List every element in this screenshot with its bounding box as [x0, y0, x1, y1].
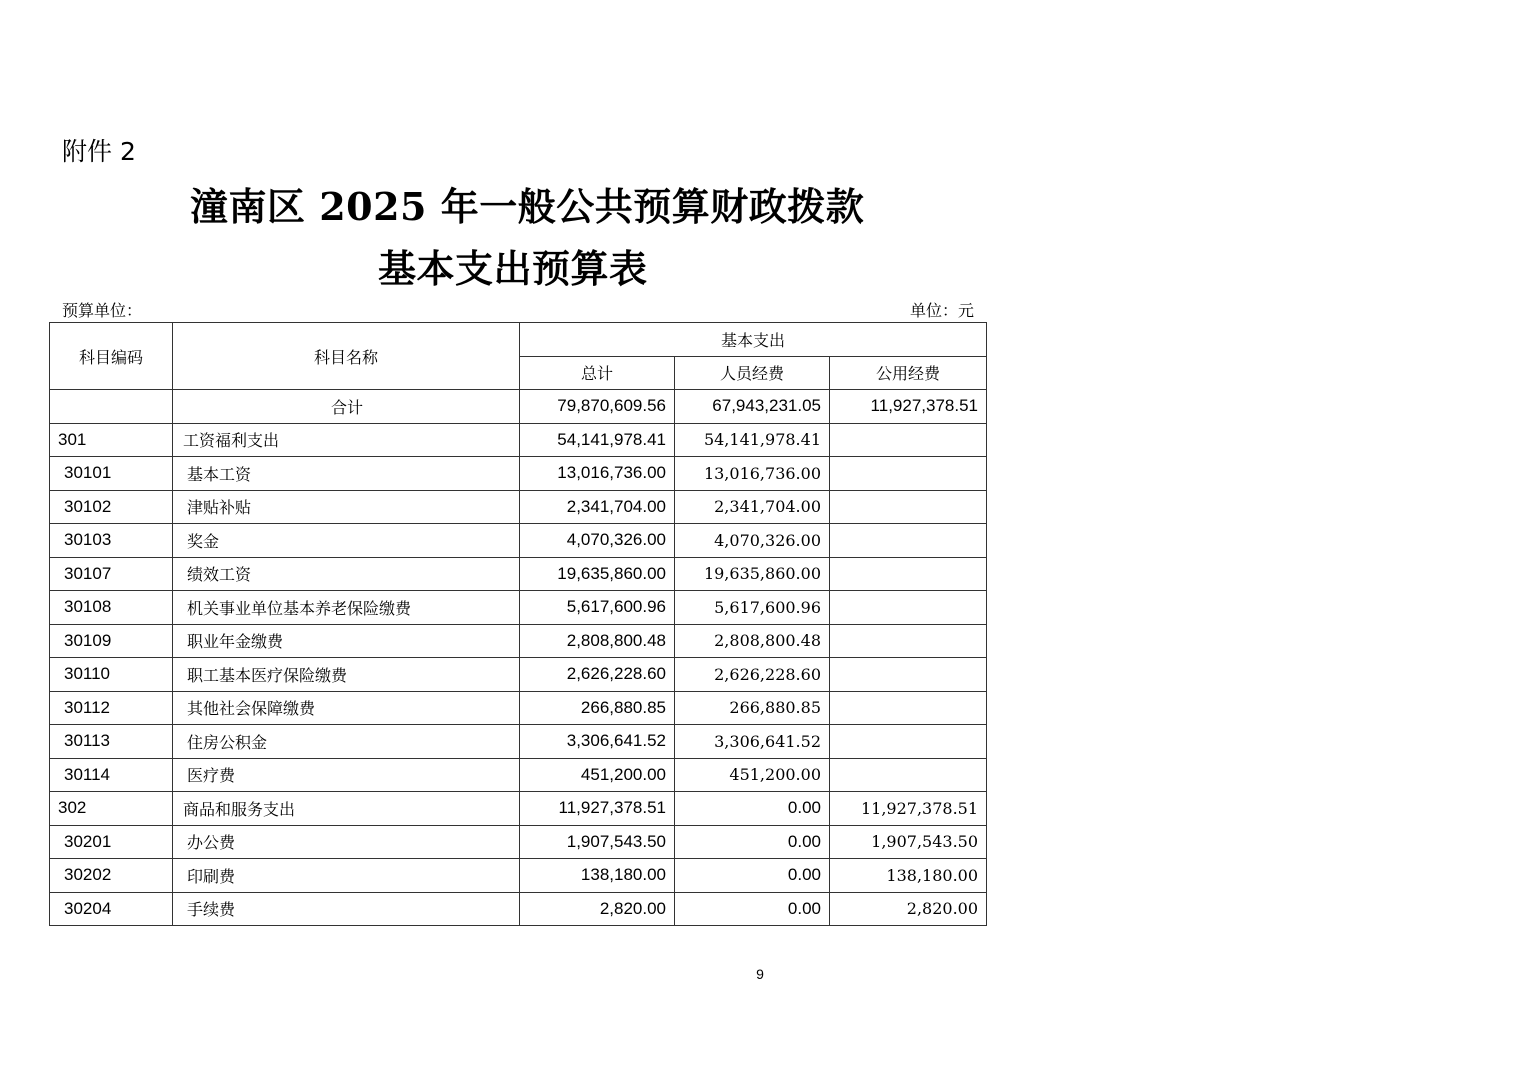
currency-unit-label: 单位：元 — [909, 301, 974, 320]
row-name: 办公费 — [173, 825, 520, 859]
row-personnel: 3,306,641.52 — [675, 725, 830, 759]
row-total: 266,880.85 — [520, 691, 675, 725]
row-total: 19,635,860.00 — [520, 557, 675, 591]
row-code: 30113 — [50, 725, 173, 759]
table-body — [50, 390, 987, 926]
row-name: 印刷费 — [173, 859, 520, 893]
row-public: 1,907,543.50 — [830, 825, 987, 859]
row-code: 30110 — [50, 658, 173, 692]
row-total: 5,617,600.96 — [520, 591, 675, 625]
row-code: 30108 — [50, 591, 173, 625]
row-total: 2,808,800.48 — [520, 624, 675, 658]
table-row — [50, 792, 987, 826]
row-public — [830, 557, 987, 591]
row-code: 30112 — [50, 691, 173, 725]
row-code: 30107 — [50, 557, 173, 591]
row-personnel: 0.00 — [675, 825, 830, 859]
table-row — [50, 490, 987, 524]
row-personnel: 19,635,860.00 — [675, 557, 830, 591]
row-personnel: 451,200.00 — [675, 758, 830, 792]
row-personnel: 54,141,978.41 — [675, 423, 830, 457]
table-row — [50, 725, 987, 759]
document-title: 潼南区 2025 年一般公共预算财政拨款 — [190, 184, 865, 229]
attachment-label: 附件 2 — [62, 137, 136, 166]
row-total: 2,626,228.60 — [520, 658, 675, 692]
row-total: 79,870,609.56 — [520, 390, 675, 424]
table-row — [50, 423, 987, 457]
header-total: 总计 — [520, 356, 675, 390]
row-total: 451,200.00 — [520, 758, 675, 792]
row-code: 30201 — [50, 825, 173, 859]
page-number: 9 — [756, 966, 764, 982]
table-row — [50, 658, 987, 692]
row-code: 30114 — [50, 758, 173, 792]
row-code — [50, 390, 173, 424]
row-name: 奖金 — [173, 524, 520, 558]
row-personnel: 0.00 — [675, 892, 830, 926]
row-personnel: 67,943,231.05 — [675, 390, 830, 424]
table-row — [50, 524, 987, 558]
row-public — [830, 691, 987, 725]
table-row — [50, 557, 987, 591]
row-name: 机关事业单位基本养老保险缴费 — [173, 591, 520, 625]
row-public — [830, 457, 987, 491]
row-public: 138,180.00 — [830, 859, 987, 893]
row-name: 合计 — [173, 390, 520, 424]
row-total: 2,820.00 — [520, 892, 675, 926]
header-code: 科目编码 — [50, 323, 173, 390]
row-public — [830, 591, 987, 625]
row-code: 301 — [50, 423, 173, 457]
row-total: 4,070,326.00 — [520, 524, 675, 558]
row-name: 其他社会保障缴费 — [173, 691, 520, 725]
row-public — [830, 758, 987, 792]
row-total: 3,306,641.52 — [520, 725, 675, 759]
row-name: 职业年金缴费 — [173, 624, 520, 658]
row-personnel: 13,016,736.00 — [675, 457, 830, 491]
row-personnel: 4,070,326.00 — [675, 524, 830, 558]
row-public — [830, 658, 987, 692]
row-personnel: 0.00 — [675, 792, 830, 826]
row-public — [830, 725, 987, 759]
header-basic-expenditure: 基本支出 — [520, 323, 987, 357]
row-name: 住房公积金 — [173, 725, 520, 759]
row-code: 30101 — [50, 457, 173, 491]
budget-unit-label: 预算单位： — [62, 301, 143, 320]
row-total: 2,341,704.00 — [520, 490, 675, 524]
row-code: 30204 — [50, 892, 173, 926]
row-name: 津贴补贴 — [173, 490, 520, 524]
row-code: 302 — [50, 792, 173, 826]
row-public: 11,927,378.51 — [830, 390, 987, 424]
row-total: 11,927,378.51 — [520, 792, 675, 826]
table-row — [50, 758, 987, 792]
row-code: 30109 — [50, 624, 173, 658]
row-personnel: 2,626,228.60 — [675, 658, 830, 692]
table-row — [50, 390, 987, 424]
row-public — [830, 624, 987, 658]
budget-table — [49, 322, 987, 926]
table-row — [50, 892, 987, 926]
row-total: 1,907,543.50 — [520, 825, 675, 859]
row-name: 基本工资 — [173, 457, 520, 491]
row-public — [830, 423, 987, 457]
row-personnel: 266,880.85 — [675, 691, 830, 725]
row-code: 30202 — [50, 859, 173, 893]
row-personnel: 5,617,600.96 — [675, 591, 830, 625]
document-subtitle: 基本支出预算表 — [378, 246, 648, 291]
row-public: 11,927,378.51 — [830, 792, 987, 826]
row-code: 30102 — [50, 490, 173, 524]
row-total: 138,180.00 — [520, 859, 675, 893]
header-name: 科目名称 — [173, 323, 520, 390]
table-row — [50, 591, 987, 625]
row-personnel: 2,808,800.48 — [675, 624, 830, 658]
table-row — [50, 825, 987, 859]
header-personnel: 人员经费 — [675, 356, 830, 390]
row-public — [830, 524, 987, 558]
table-row — [50, 624, 987, 658]
table-row — [50, 859, 987, 893]
row-public — [830, 490, 987, 524]
row-personnel: 2,341,704.00 — [675, 490, 830, 524]
row-code: 30103 — [50, 524, 173, 558]
row-name: 手续费 — [173, 892, 520, 926]
row-public: 2,820.00 — [830, 892, 987, 926]
row-name: 职工基本医疗保险缴费 — [173, 658, 520, 692]
row-name: 工资福利支出 — [173, 423, 520, 457]
table-row — [50, 457, 987, 491]
row-personnel: 0.00 — [675, 859, 830, 893]
row-total: 54,141,978.41 — [520, 423, 675, 457]
row-total: 13,016,736.00 — [520, 457, 675, 491]
row-name: 绩效工资 — [173, 557, 520, 591]
row-name: 商品和服务支出 — [173, 792, 520, 826]
header-public: 公用经费 — [830, 356, 987, 390]
table-row — [50, 691, 987, 725]
row-name: 医疗费 — [173, 758, 520, 792]
